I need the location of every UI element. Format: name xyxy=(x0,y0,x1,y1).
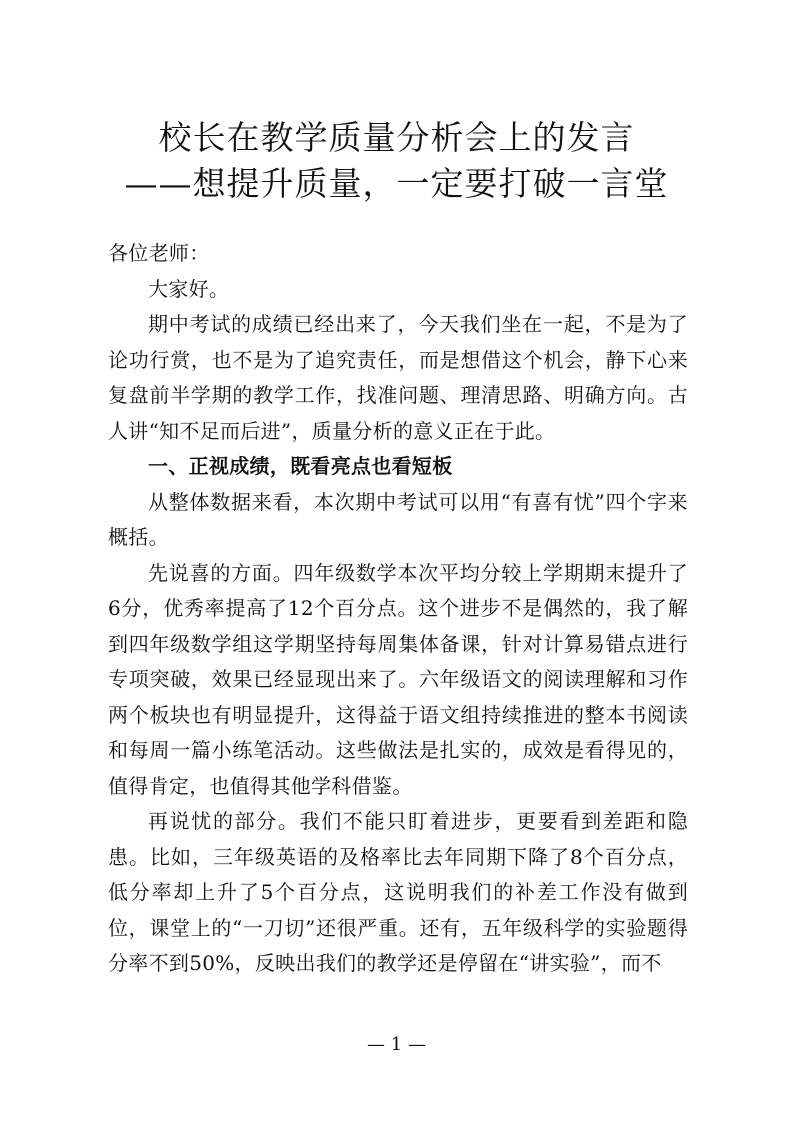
greeting: 大家好。 xyxy=(148,276,230,301)
paragraph-positives: 先说喜的方面。四年级数学本次平均分较上学期期末提升了6分，优秀率提高了12个百分点。这个进步不是偶然的，我了解到四年级数学组这学期坚持每周集体备课，针对计算易错点进行专项突破，效果已经显现出来了。六年级语文的阅读理解和习作两个板块也有明显提升，这得益于语文组持续推进的整本书阅读和每周一篇小练笔活动。这些做法是扎实的，成效是看得见的，值得肯定，也值得其他学科借鉴。 xyxy=(108,560,688,798)
document-body xyxy=(108,236,688,982)
section-heading: 一、正视成绩，既看亮点也看短板 xyxy=(148,454,453,478)
paragraph-overview: 从整体数据来看，本次期中考试可以用“有喜有忧”四个字来概括。 xyxy=(108,489,688,549)
document-title: 校长在教学质量分析会上的发言 xyxy=(158,118,635,157)
salutation: 各位老师： xyxy=(108,241,210,265)
page-number: — 1 — xyxy=(367,1034,426,1055)
paragraph-concerns: 再说忧的部分。我们不能只盯着进步，更要看到差距和隐患。比如，三年级英语的及格率比去年同期下降了8个百分点，低分率却上升了5个百分点，这说明我们的补差工作没有做到位，课堂上的“一刀切”还很严重。还有，五年级科学的实验题得分率不到50%，反映出我们的教学还是停留在“讲实验”，而不 xyxy=(108,809,688,975)
document-subtitle: ——想提升质量，一定要打破一言堂 xyxy=(124,164,669,203)
paragraph-intro: 期中考试的成绩已经出来了，今天我们坐在一起，不是为了论功行赏，也不是为了追究责任，而是想借这个机会，静下心来复盘前半学期的教学工作，找准问题、理清思路、明确方向。古人讲“知不足而后进”，质量分析的意义正在于此。 xyxy=(108,312,688,443)
